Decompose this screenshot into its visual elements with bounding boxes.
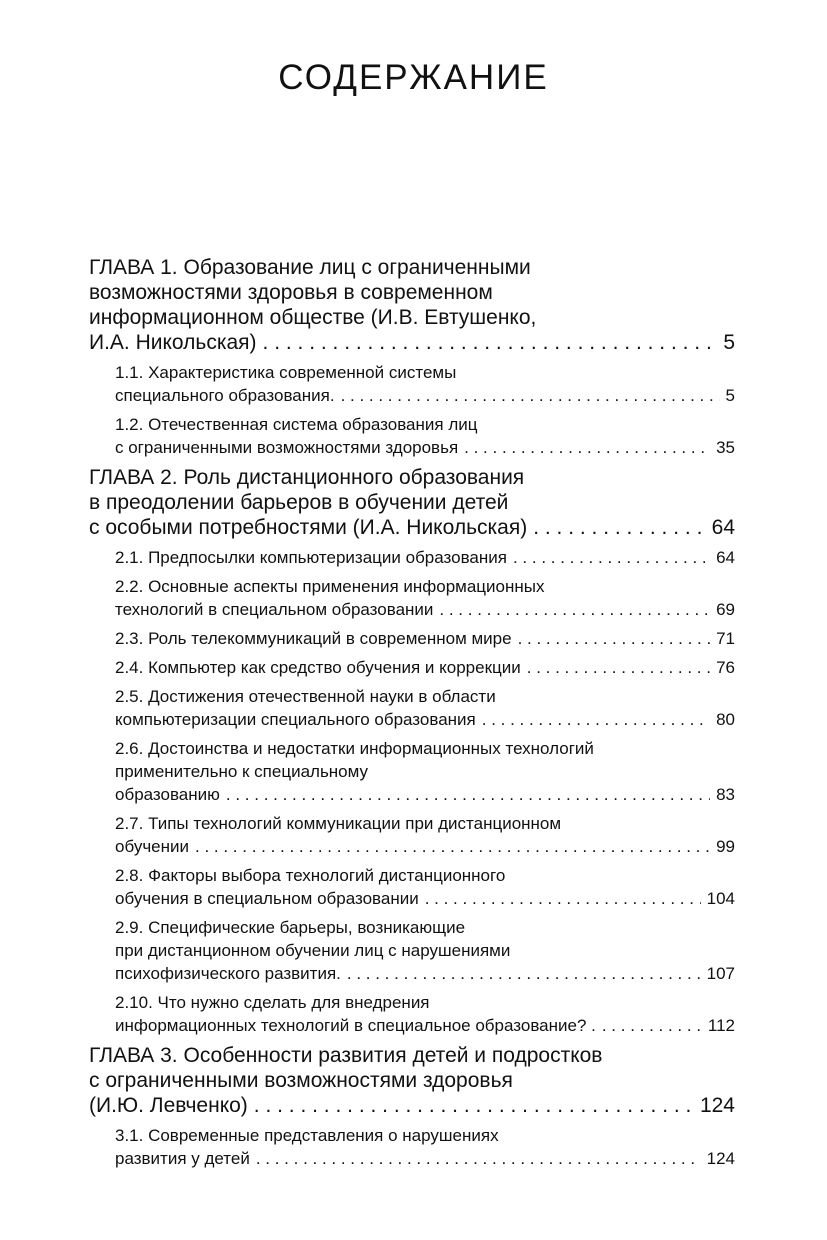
toc-entry-text: (И.Ю. Левченко) — [89, 1094, 248, 1117]
dot-leader — [513, 546, 710, 569]
dot-leader — [263, 330, 718, 355]
toc-entry-last-line — [115, 708, 735, 731]
page-title: СОДЕРЖАНИЕ — [278, 58, 549, 97]
toc-entry-last-line — [115, 1147, 735, 1170]
toc-entry-text: психофизического развития. — [115, 964, 341, 983]
toc-entry-last-line — [115, 962, 735, 985]
page-number: 104 — [706, 889, 735, 908]
toc-entry-last-line — [89, 515, 735, 540]
toc-entry-last-line — [115, 384, 735, 407]
toc-chapter-entry[interactable] — [89, 255, 735, 355]
toc-section-entry[interactable] — [89, 864, 735, 910]
toc-entry-last-line — [115, 783, 735, 806]
page-number: 64 — [711, 516, 735, 539]
toc-entry-line: возможностями здоровья в современном — [89, 281, 493, 304]
page-number: 71 — [716, 629, 735, 648]
toc-entry-last-line — [115, 627, 735, 650]
dot-leader — [425, 887, 701, 910]
toc-entry-line: 2.9. Специфические барьеры, возникающие — [115, 918, 466, 937]
toc-section-entry[interactable] — [89, 656, 735, 679]
toc-entry-line: ГЛАВА 2. Роль дистанционного образования — [89, 466, 525, 489]
toc-entry-text: 2.4. Компьютер как средство обучения и коррекции — [115, 658, 521, 677]
dot-leader — [464, 436, 710, 459]
toc-entry-line: при дистанционном обучении лиц с нарушениями — [115, 941, 511, 960]
toc-section-entry[interactable] — [89, 575, 735, 621]
page-number: 83 — [716, 785, 735, 804]
dot-leader — [254, 1093, 694, 1118]
page-number: 124 — [706, 1149, 735, 1168]
toc-entry-last-line — [115, 436, 735, 459]
toc-chapter-entry[interactable] — [89, 465, 735, 540]
dot-leader — [256, 1147, 701, 1170]
toc-entry-text: компьютеризации специального образования — [115, 710, 476, 729]
toc-section-entry[interactable] — [89, 413, 735, 459]
toc-entry-line: 1.1. Характеристика современной системы — [115, 363, 457, 382]
toc-entry-last-line — [115, 656, 735, 679]
toc-entry-text: образованию — [115, 785, 220, 804]
dot-leader — [533, 515, 705, 540]
toc-entry-text: 2.3. Роль телекоммуникаций в современном мире — [115, 629, 512, 648]
toc-section-entry[interactable] — [89, 1124, 735, 1170]
toc-entry-line: 3.1. Современные представления о нарушениях — [115, 1126, 499, 1145]
page-number: 69 — [716, 600, 735, 619]
page-number: 64 — [716, 548, 735, 567]
toc-entry-line: ГЛАВА 3. Особенности развития детей и подростков — [89, 1044, 603, 1067]
toc-entry-text: с особыми потребностями (И.А. Никольская) — [89, 516, 528, 539]
toc-entry-line: 2.2. Основные аспекты применения информационных — [115, 577, 545, 596]
toc-entry-last-line — [89, 330, 735, 355]
toc-entry-line: применительно к специальному — [115, 762, 369, 781]
dot-leader — [226, 783, 710, 806]
dot-leader — [527, 656, 710, 679]
table-of-contents — [89, 253, 735, 1176]
dot-leader — [439, 598, 710, 621]
toc-entry-text: информационных технологий в специальное образование? . — [115, 1016, 596, 1035]
toc-section-entry[interactable] — [89, 546, 735, 569]
page-number: 107 — [706, 964, 735, 983]
page-number: 124 — [699, 1094, 735, 1117]
toc-entry-text: технологий в специальном образовании — [115, 600, 434, 619]
page-number: 5 — [725, 386, 735, 405]
dot-leader — [482, 708, 710, 731]
page-number: 76 — [716, 658, 735, 677]
toc-entry-line: 1.2. Отечественная система образования лиц — [115, 415, 478, 434]
dot-leader — [347, 962, 701, 985]
toc-section-entry[interactable] — [89, 812, 735, 858]
toc-entry-last-line — [115, 598, 735, 621]
toc-entry-line: информационном обществе (И.В. Евтушенко, — [89, 306, 537, 329]
toc-entry-line: с ограниченными возможностями здоровья — [89, 1069, 513, 1092]
toc-entry-last-line — [89, 1093, 735, 1118]
toc-section-entry[interactable] — [89, 991, 735, 1037]
toc-entry-text: обучения в специальном образовании — [115, 889, 419, 908]
toc-entry-text: специального образования. — [115, 386, 335, 405]
toc-section-entry[interactable] — [89, 685, 735, 731]
toc-entry-line: 2.10. Что нужно сделать для внедрения — [115, 993, 430, 1012]
toc-entry-last-line — [115, 835, 735, 858]
dot-leader — [602, 1014, 702, 1037]
toc-entry-text: 2.1. Предпосылки компьютеризации образования — [115, 548, 507, 567]
toc-entry-line: в преодолении барьеров в обучении детей — [89, 491, 509, 514]
page-number: 99 — [716, 837, 735, 856]
toc-entry-last-line — [115, 1014, 735, 1037]
toc-entry-last-line — [115, 887, 735, 910]
toc-entry-line: 2.5. Достижения отечественной науки в области — [115, 687, 496, 706]
toc-chapter-entry[interactable] — [89, 1043, 735, 1118]
page-number: 112 — [707, 1016, 735, 1035]
toc-entry-text: с ограниченными возможностями здоровья — [115, 438, 459, 457]
toc-entry-line: 2.7. Типы технологий коммуникации при дистанционном — [115, 814, 562, 833]
page-number: 35 — [716, 438, 735, 457]
toc-section-entry[interactable] — [89, 361, 735, 407]
toc-entry-text: обучении — [115, 837, 190, 856]
dot-leader — [195, 835, 710, 858]
dot-leader — [518, 627, 711, 650]
toc-entry-text: И.А. Никольская) — [89, 331, 257, 354]
toc-entry-line: 2.6. Достоинства и недостатки информационных технологий — [115, 739, 594, 758]
toc-entry-line: ГЛАВА 1. Образование лиц с ограниченными — [89, 256, 531, 279]
toc-section-entry[interactable] — [89, 627, 735, 650]
toc-section-entry[interactable] — [89, 737, 735, 806]
toc-entry-text: развития у детей — [115, 1149, 250, 1168]
page-number: 80 — [716, 710, 735, 729]
dot-leader — [341, 384, 720, 407]
toc-entry-line: 2.8. Факторы выбора технологий дистанционного — [115, 866, 506, 885]
toc-section-entry[interactable] — [89, 916, 735, 985]
toc-entry-last-line — [115, 546, 735, 569]
page-number: 5 — [723, 331, 735, 354]
